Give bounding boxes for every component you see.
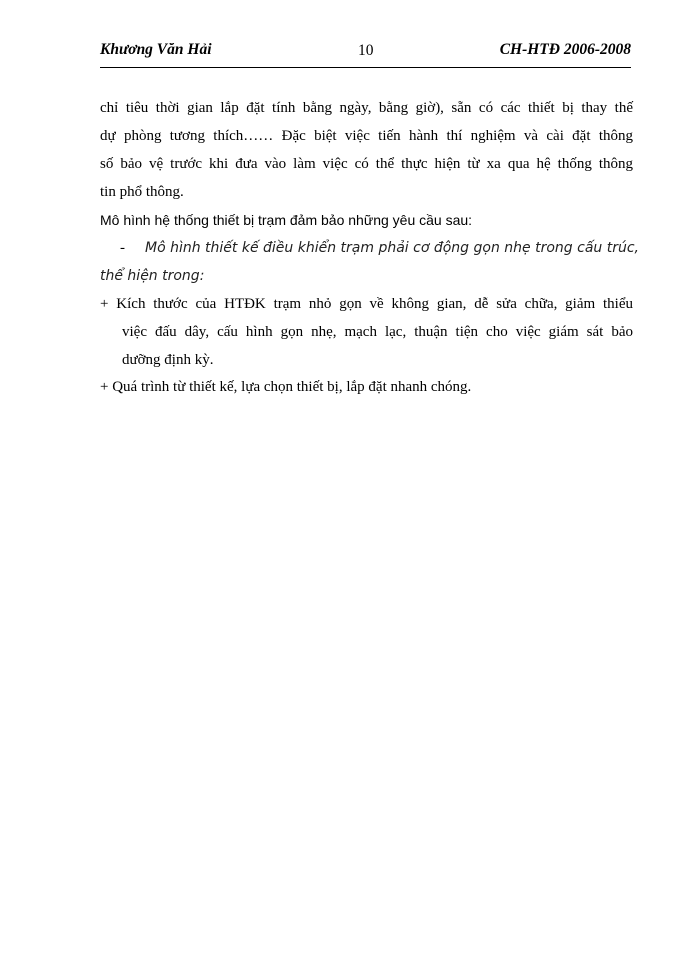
paragraph-1-line-4: tin phổ thông. <box>100 184 184 200</box>
paragraph-3-line-2: việc đấu dây, cấu hình gọn nhẹ, mạch lạc, thuận tiện cho việc giám sát bảo <box>122 324 633 340</box>
header-rule <box>100 67 631 68</box>
page-header <box>100 41 631 63</box>
paragraph-2: Mô hình hệ thống thiết bị trạm đảm bảo những yêu cầu sau: <box>100 212 473 228</box>
header-page-number: 10 <box>358 42 374 59</box>
paragraph-1-line-2: dự phòng tương thích…… Đặc biệt việc tiến hành thí nghiệm và cài đặt thông <box>100 128 633 144</box>
paragraph-3-line-3: dưỡng định kỳ. <box>122 352 214 368</box>
paragraph-3-line-1: + Kích thước của HTĐK trạm nhỏ gọn về không gian, dễ sửa chữa, giảm thiểu <box>100 296 633 312</box>
bullet-dash: - <box>120 240 125 256</box>
paragraph-1-line-1: chỉ tiêu thời gian lắp đặt tính bằng ngày, bằng giờ), sẵn có các thiết bị thay thế <box>100 100 633 116</box>
bullet-line-1: Mô hình thiết kế điều khiển trạm phải cơ động gọn nhẹ trong cấu trúc, <box>145 240 639 256</box>
bullet-line-2: thể hiện trong: <box>100 268 205 284</box>
header-document-code: CH-HTĐ 2006-2008 <box>499 41 631 58</box>
paragraph-1-line-3: số bảo vệ trước khi đưa vào làm việc có thể thực hiện từ xa qua hệ thống thông <box>100 156 633 172</box>
header-author: Khương Văn Hải <box>100 41 212 58</box>
paragraph-4: + Quá trình từ thiết kế, lựa chọn thiết bị, lắp đặt nhanh chóng. <box>100 379 472 395</box>
